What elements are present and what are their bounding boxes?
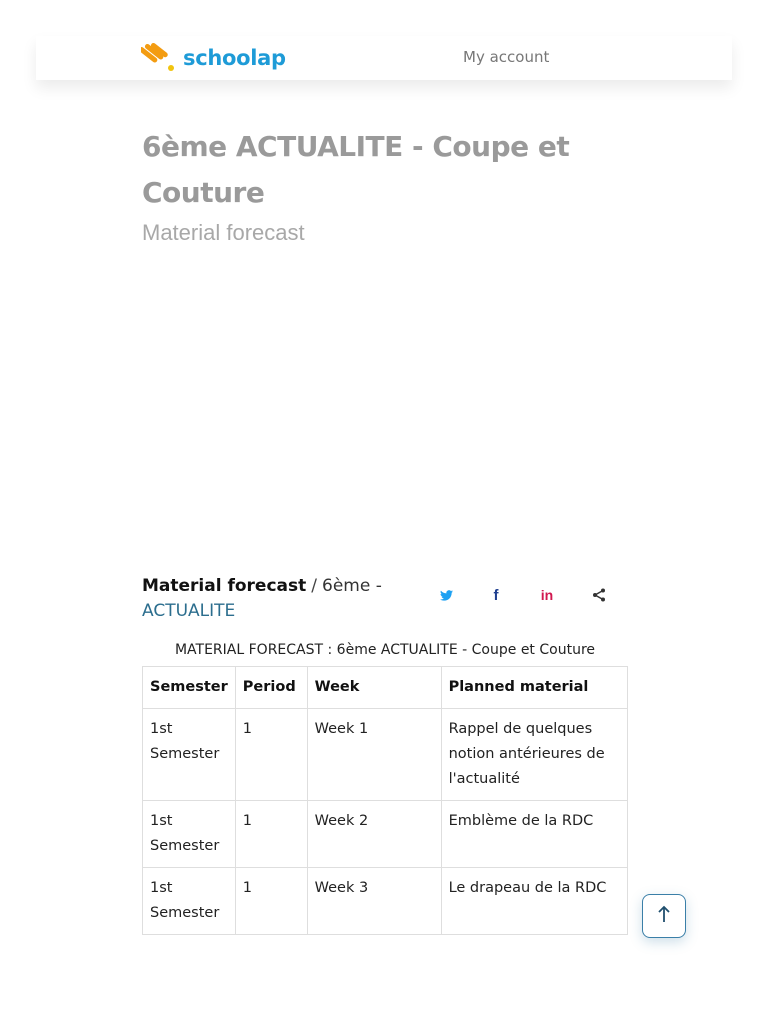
schoolap-logo-icon — [141, 43, 175, 73]
brand-name: schoolap — [183, 46, 286, 70]
facebook-icon[interactable]: f — [493, 586, 499, 604]
cell-planned-material: Le drapeau de la RDC — [441, 868, 627, 935]
table-header-row — [143, 667, 628, 709]
column-header-semester: Semester — [143, 667, 236, 709]
breadcrumb-prefix: 6ème - — [322, 576, 382, 596]
cell-week: Week 3 — [307, 868, 441, 935]
cell-week: Week 2 — [307, 801, 441, 868]
breadcrumb-current: Material forecast — [142, 576, 307, 596]
site-header — [36, 36, 732, 80]
linkedin-icon[interactable]: in — [540, 587, 554, 603]
scroll-to-top-button[interactable] — [642, 894, 686, 938]
column-header-week: Week — [307, 667, 441, 709]
breadcrumb — [142, 574, 402, 624]
page-subtitle: Material forecast — [142, 220, 305, 245]
my-account-link[interactable]: My account — [463, 48, 550, 66]
cell-week: Week 1 — [307, 709, 441, 801]
breadcrumb-link-actualite[interactable]: ACTUALITE — [142, 601, 236, 621]
column-header-period: Period — [235, 667, 307, 709]
cell-planned-material: Emblème de la RDC — [441, 801, 627, 868]
share-icon[interactable] — [590, 585, 608, 605]
table-row — [143, 801, 628, 868]
cell-period: 1 — [235, 868, 307, 935]
cell-period: 1 — [235, 801, 307, 868]
table-row — [143, 709, 628, 801]
material-forecast-table — [142, 666, 628, 935]
page-title: 6ème ACTUALITE - Coupe et Couture — [142, 130, 570, 209]
cell-semester: 1st Semester — [143, 801, 236, 868]
breadcrumb-separator: / — [311, 576, 317, 596]
arrow-up-icon — [657, 905, 671, 928]
table-row — [143, 868, 628, 935]
table-caption: MATERIAL FORECAST : 6ème ACTUALITE - Coupe et Couture — [174, 642, 596, 658]
logo-link[interactable] — [141, 42, 286, 74]
cell-semester: 1st Semester — [143, 868, 236, 935]
column-header-planned-material: Planned material — [441, 667, 627, 709]
twitter-icon[interactable] — [436, 585, 456, 605]
cell-period: 1 — [235, 709, 307, 801]
cell-semester: 1st Semester — [143, 709, 236, 801]
cell-planned-material: Rappel de quelques notion antérieures de l'actualité — [441, 709, 627, 801]
